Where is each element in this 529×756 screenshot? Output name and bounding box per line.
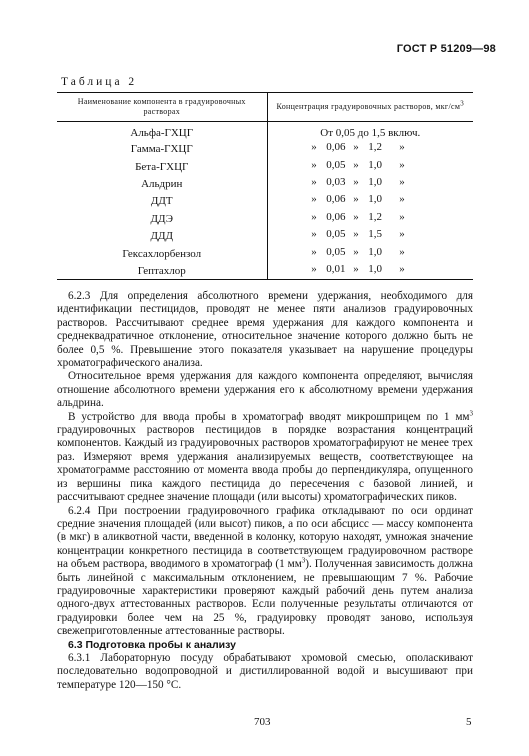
table-header-row	[57, 93, 473, 122]
concentration-range	[290, 263, 450, 276]
paragraph-6-2-3: 6.2.3 Для определения абсолютного времени удержания, необходимого для идентификации пестицидов, проводят не менее пяти анализов градуировочных растворов. Рассчитывают среднее время удержания для каждого компонента и среднеквадратичное отклонение, относительное значение которого должно быть не более 0,5 %. Превышение этого показателя указывает на нарушение процедуры хроматографического анализа.	[57, 290, 473, 370]
concentration-value: 0,06	[326, 193, 346, 206]
concentration-range	[290, 228, 450, 241]
ditto-mark: »	[311, 175, 317, 188]
table-row	[57, 210, 473, 227]
body-text	[57, 290, 473, 692]
table-row	[57, 141, 473, 158]
concentration-cell	[267, 158, 473, 175]
table-body	[57, 122, 473, 280]
ditto-mark: »	[353, 210, 359, 223]
concentration-range	[290, 193, 450, 206]
table-row	[57, 158, 473, 175]
ditto-mark: »	[353, 175, 359, 188]
concentration-value: 0,06	[326, 141, 346, 154]
component-name-cell: Альдрин	[57, 175, 267, 192]
ditto-mark: »	[353, 193, 359, 206]
ditto-mark: »	[353, 262, 359, 275]
concentration-value: 0,05	[326, 245, 346, 258]
table-caption: Таблица 2	[61, 76, 138, 88]
ditto-mark: »	[311, 228, 317, 241]
component-name-cell: ДДД	[57, 227, 267, 244]
concentration-value: 1,0	[368, 158, 382, 171]
ditto-mark: »	[399, 228, 405, 241]
table-row	[57, 193, 473, 210]
ditto-mark: »	[311, 245, 317, 258]
table-row	[57, 245, 473, 262]
component-name-cell: ДДЭ	[57, 210, 267, 227]
ditto-mark: »	[353, 245, 359, 258]
paragraph-injection: В устройство для ввода пробы в хроматограф вводят микрошприцем по 1 $мм^3$ градуировочных растворов пестицидов в порядке возрастания концентраций компонентов. Каждый из градуировочных растворов хроматографируют не менее трех раз. Измеряют время удержания анализируемых веществ, соответствующее на хроматограмме расстоянию от момента ввода пробы до перпендикуляра, опущенного из вершины пика каждого пестицида до пересечения с базовой линией, и рассчитывают среднее значение площади (или высоты) хроматографических пиков.	[57, 408, 473, 504]
ditto-mark: »	[311, 262, 317, 275]
page-number-right: 5	[466, 716, 472, 728]
section-title-6-3: 6.3 Подготовка пробы к анализу	[68, 638, 236, 651]
paragraph-6-2-4: 6.2.4 При построении градуировочного графика откладывают по оси ординат средние значения площадей (или высот) пиков, а по оси абсцисс — массу компонента (в мкг) в аликвотной части, введенной в колонку, которую находят, умножая значение концентрации конкретного пестицида в соответствующем градуировочном растворе на объем раствора, вводимого в хроматограф (1 $мм^3$). Полученная зависимость должна быть линейной с максимальным отклонением, не превышающим 7 %. Рабочие градуировочные характеристики проверяют каждый рабочий день путем анализа одного-двух аттестованных растворов. Если полученные результаты отличаются от градуировки более чем на 25 %, градуировку проводят заново, используя свежеприготовленные аттестованные растворы.	[57, 504, 473, 638]
component-name-cell: Гексахлорбензол	[57, 245, 267, 262]
ditto-mark: »	[399, 262, 405, 275]
concentration-cell	[267, 245, 473, 262]
ditto-mark: »	[311, 158, 317, 171]
table-row	[57, 227, 473, 244]
concentration-value: 1,5	[368, 228, 382, 241]
concentration-value: 1,0	[368, 245, 382, 258]
ditto-mark: »	[399, 141, 405, 154]
concentration-value: 1,2	[368, 141, 382, 154]
column-header-concentration: Концентрация градуировочных растворов, мкг/$см^3$	[267, 93, 473, 122]
concentration-cell	[267, 262, 473, 279]
ditto-mark: »	[311, 141, 317, 154]
concentration-cell	[267, 193, 473, 210]
concentration-range	[290, 211, 450, 224]
concentration-cell	[267, 175, 473, 192]
paragraph-6-3-1: 6.3.1 Лабораторную посуду обрабатывают хромовой смесью, ополаскивают последовательно водопроводной и дистиллированной водой и высушивают при температуре 120—150 °С.	[57, 651, 473, 691]
concentration-range	[290, 176, 450, 189]
ditto-mark: »	[399, 210, 405, 223]
paragraph-relative-time: Относительное время удержания для каждого компонента определяют, вычисляя отношение абсолютного времени удержания его к абсолютному времени удержания альдрина.	[57, 370, 473, 410]
concentration-value: 0,03	[326, 175, 346, 188]
concentration-range	[290, 141, 450, 154]
component-name-cell: Гамма-ГХЦГ	[57, 141, 267, 158]
concentration-value: 1,2	[368, 210, 382, 223]
concentration-range	[290, 246, 450, 259]
concentration-table	[57, 92, 473, 280]
concentration-value: 1,0	[368, 262, 382, 275]
component-name-cell: ДДТ	[57, 193, 267, 210]
table-row	[57, 175, 473, 192]
concentration-value: 0,05	[326, 228, 346, 241]
page-number-center: 703	[254, 716, 271, 728]
ditto-mark: »	[353, 228, 359, 241]
ditto-mark: »	[399, 193, 405, 206]
concentration-value: 0,06	[326, 210, 346, 223]
document-code: ГОСТ Р 51209—98	[396, 43, 496, 55]
ditto-mark: »	[399, 175, 405, 188]
concentration-cell	[267, 210, 473, 227]
component-name-cell: Альфа-ГХЦГ	[57, 122, 267, 141]
ditto-mark: »	[353, 141, 359, 154]
table-row	[57, 262, 473, 279]
concentration-cell	[267, 227, 473, 244]
concentration-range	[290, 159, 450, 172]
ditto-mark: »	[399, 158, 405, 171]
concentration-value: 1,0	[368, 175, 382, 188]
ditto-mark: »	[353, 158, 359, 171]
ditto-mark: »	[399, 245, 405, 258]
concentration-cell: От 0,05 до 1,5 включ.	[320, 126, 421, 139]
ditto-mark: »	[311, 210, 317, 223]
concentration-cell	[267, 141, 473, 158]
table-row	[57, 122, 473, 141]
component-name-cell: Гептахлор	[57, 262, 267, 279]
column-header-component: Наименование компонента в градуировочных растворах	[57, 93, 267, 122]
ditto-mark: »	[311, 193, 317, 206]
concentration-value: 1,0	[368, 193, 382, 206]
concentration-value: 0,01	[326, 262, 346, 275]
concentration-value: 0,05	[326, 158, 346, 171]
component-name-cell: Бета-ГХЦГ	[57, 158, 267, 175]
